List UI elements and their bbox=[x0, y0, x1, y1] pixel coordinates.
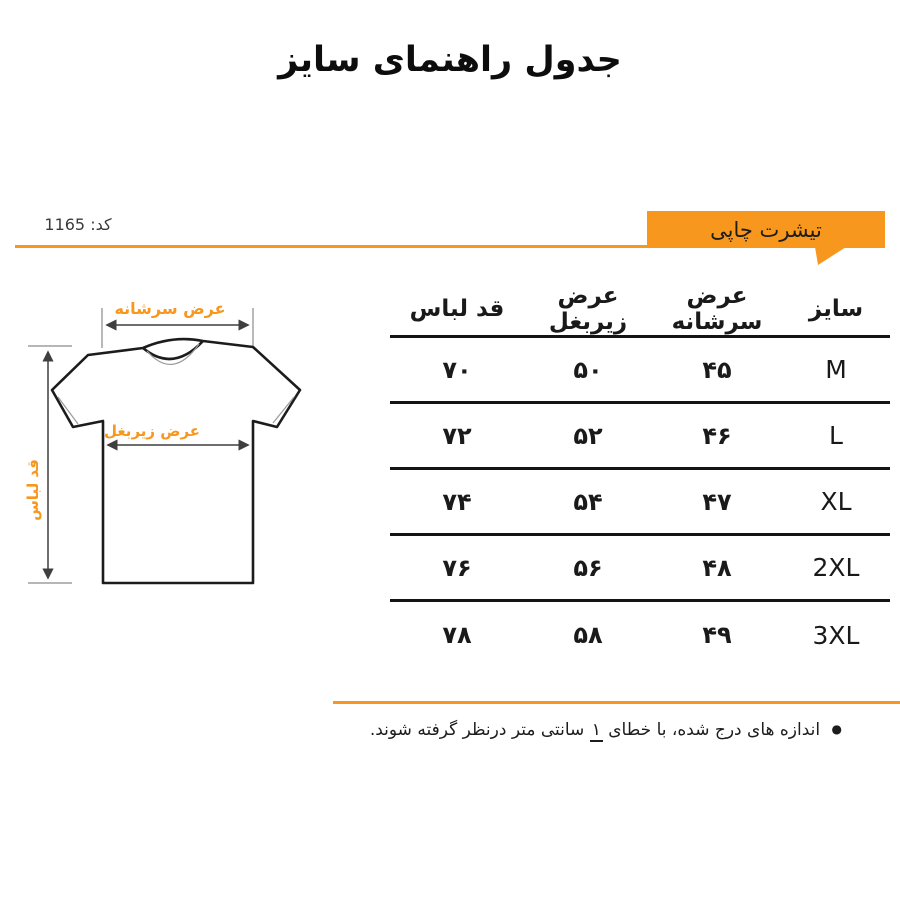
length-cell: ۷۲ bbox=[442, 421, 472, 450]
size-cell: M bbox=[825, 355, 847, 384]
underarm-cell: ۵۸ bbox=[573, 621, 603, 649]
shoulder-cell: ۴۵ bbox=[702, 355, 732, 384]
size-table bbox=[390, 283, 890, 668]
header-garment-length: قد لباس bbox=[409, 296, 505, 322]
note-divider bbox=[333, 701, 900, 704]
page-title: جدول راهنمای سایز bbox=[278, 40, 622, 80]
note-text-before: اندازه های درج شده، با خطای bbox=[608, 720, 821, 740]
length-cell: ۷۶ bbox=[442, 553, 472, 582]
shoulder-cell: ۴۷ bbox=[702, 487, 732, 516]
length-cell: ۷۸ bbox=[442, 621, 472, 649]
product-name: تیشرت چاپی bbox=[710, 217, 822, 242]
tshirt-outline bbox=[52, 339, 300, 583]
note-text-after: سانتی متر درنظر گرفته شوند. bbox=[369, 720, 585, 740]
shoulder-cell: ۴۶ bbox=[702, 421, 732, 450]
product-code: کد: 1165 bbox=[44, 215, 112, 234]
table-row bbox=[390, 470, 890, 536]
underarm-cell: ۵۶ bbox=[573, 553, 603, 582]
shoulder-cell: ۴۹ bbox=[702, 621, 732, 649]
size-cell: 2XL bbox=[812, 553, 860, 582]
underarm-cell: ۵۴ bbox=[573, 487, 603, 516]
bullet-icon: ● bbox=[831, 722, 842, 736]
table-row bbox=[390, 602, 890, 668]
underarm-cell: ۵۰ bbox=[573, 355, 603, 384]
header-shoulder-width: عرض سرشانه bbox=[671, 283, 763, 335]
measurement-note bbox=[370, 720, 842, 740]
underarm-cell: ۵۲ bbox=[573, 421, 603, 450]
table-row bbox=[390, 404, 890, 470]
underarm-width-label: عرض زیربغل bbox=[103, 422, 201, 440]
banner-underline bbox=[15, 245, 647, 248]
size-cell: XL bbox=[820, 487, 852, 516]
shoulder-cell: ۴۸ bbox=[702, 553, 732, 582]
size-cell: L bbox=[829, 421, 843, 450]
banner-tail bbox=[805, 247, 850, 267]
tolerance-value: ۱ bbox=[591, 720, 601, 740]
length-cell: ۷۴ bbox=[442, 487, 472, 516]
table-row bbox=[390, 338, 890, 404]
length-cell: ۷۰ bbox=[442, 355, 472, 384]
table-row bbox=[390, 536, 890, 602]
size-diagram bbox=[10, 278, 330, 613]
product-banner bbox=[647, 211, 885, 248]
size-cell: 3XL bbox=[812, 620, 860, 650]
length-label: قد لباس bbox=[24, 459, 42, 521]
shoulder-width-label: عرض سرشانه bbox=[114, 299, 226, 318]
header-size: سایز bbox=[808, 296, 864, 322]
table-header-row bbox=[390, 283, 890, 338]
header-underarm-width: عرض زیربغل bbox=[548, 283, 628, 335]
